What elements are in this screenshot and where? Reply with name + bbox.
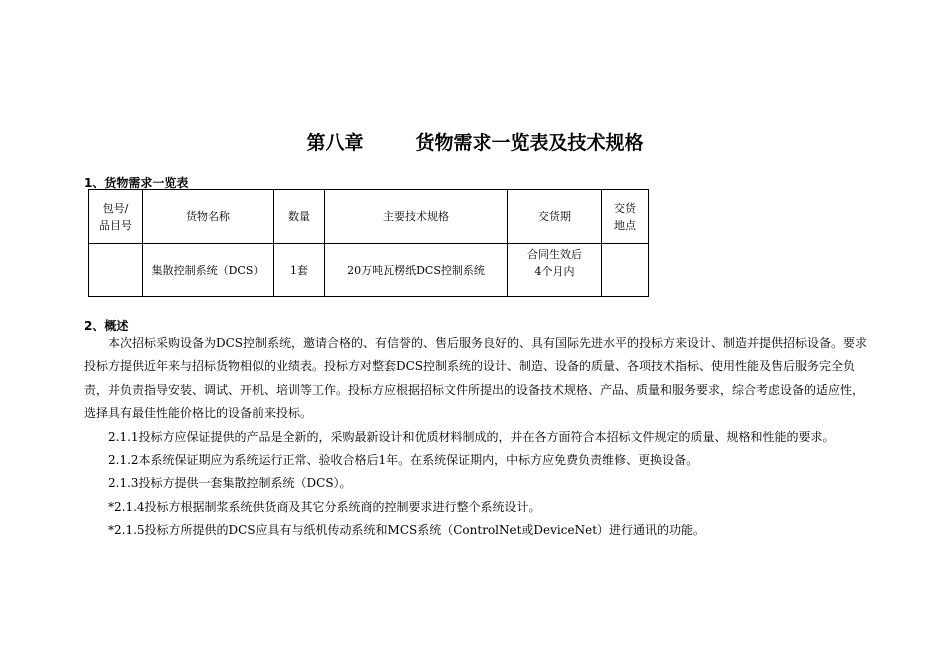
- chapter-title: [0, 128, 950, 155]
- section-1-heading: 1、货物需求一览表: [84, 176, 189, 190]
- clause-2-1-1: 2.1.1投标方应保证提供的产品是全新的，采购最新设计和优质材料制成的，并在各方面符合本招标文件规定的质量、规格和性能的要求。: [108, 429, 835, 444]
- goods-requirement-table: [88, 189, 649, 297]
- clause-2-1-2: 2.1.2本系统保证期应为系统运行正常、验收合格后1年。在系统保证期内，中标方应免费负责维修、更换设备。: [108, 453, 699, 468]
- header-delivery-place: 交货 地点: [602, 190, 649, 244]
- header-delivery-time: 交货期: [508, 190, 602, 244]
- clause-2-1-5: *2.1.5投标方所提供的DCS应具有与纸机传动系统和MCS系统（ControlNet或DeviceNet）进行通讯的功能。: [108, 523, 706, 538]
- chapter-number: 第八章: [306, 132, 364, 154]
- chapter-name: 货物需求一览表及技术规格: [415, 132, 644, 154]
- header-goods-name: 货物名称: [143, 190, 274, 244]
- header-package-no: 包号/ 品目号: [89, 190, 143, 244]
- header-tech-spec: 主要技术规格: [325, 190, 508, 244]
- header-quantity: 数量: [274, 190, 325, 244]
- cell-delivery-place: [602, 244, 649, 297]
- overview-body: [84, 332, 874, 543]
- clause-2-1-4: *2.1.4投标方根据制浆系统供货商及其它分系统商的控制要求进行整个系统设计。: [108, 499, 541, 514]
- cell-package-no: [89, 244, 143, 297]
- overview-paragraph: 本次招标采购设备为DCS控制系统，邀请合格的、有信誉的、售后服务良好的、具有国际先进水平的投标方来设计、制造并提供招标设备。要求投标方提供近年来与招标货物相似的业绩表。投标方对整套DCS控制系统的设计、制造、设备的质量、各项技术指标、使用性能及售后服务完全负责，并负责指导安装、调试、开机、培训等工作。投标方应根据招标文件所提出的设备技术规格、产品、质量和服务要求，综合考虑设备的适应性，选择具有最佳性能价格比的设备前来投标。: [84, 336, 868, 421]
- table-header-row: [89, 190, 649, 244]
- cell-quantity: 1套: [274, 244, 325, 297]
- cell-tech-spec: 20万吨瓦楞纸DCS控制系统: [325, 244, 508, 297]
- clause-2-1-3: 2.1.3投标方提供一套集散控制系统（DCS）。: [108, 476, 352, 491]
- cell-delivery-time: 合同生效后 4个月内: [508, 244, 602, 297]
- table-row: [89, 244, 649, 297]
- section-2-heading: 2、概述: [84, 319, 129, 333]
- cell-goods-name: 集散控制系统（DCS）: [143, 244, 274, 297]
